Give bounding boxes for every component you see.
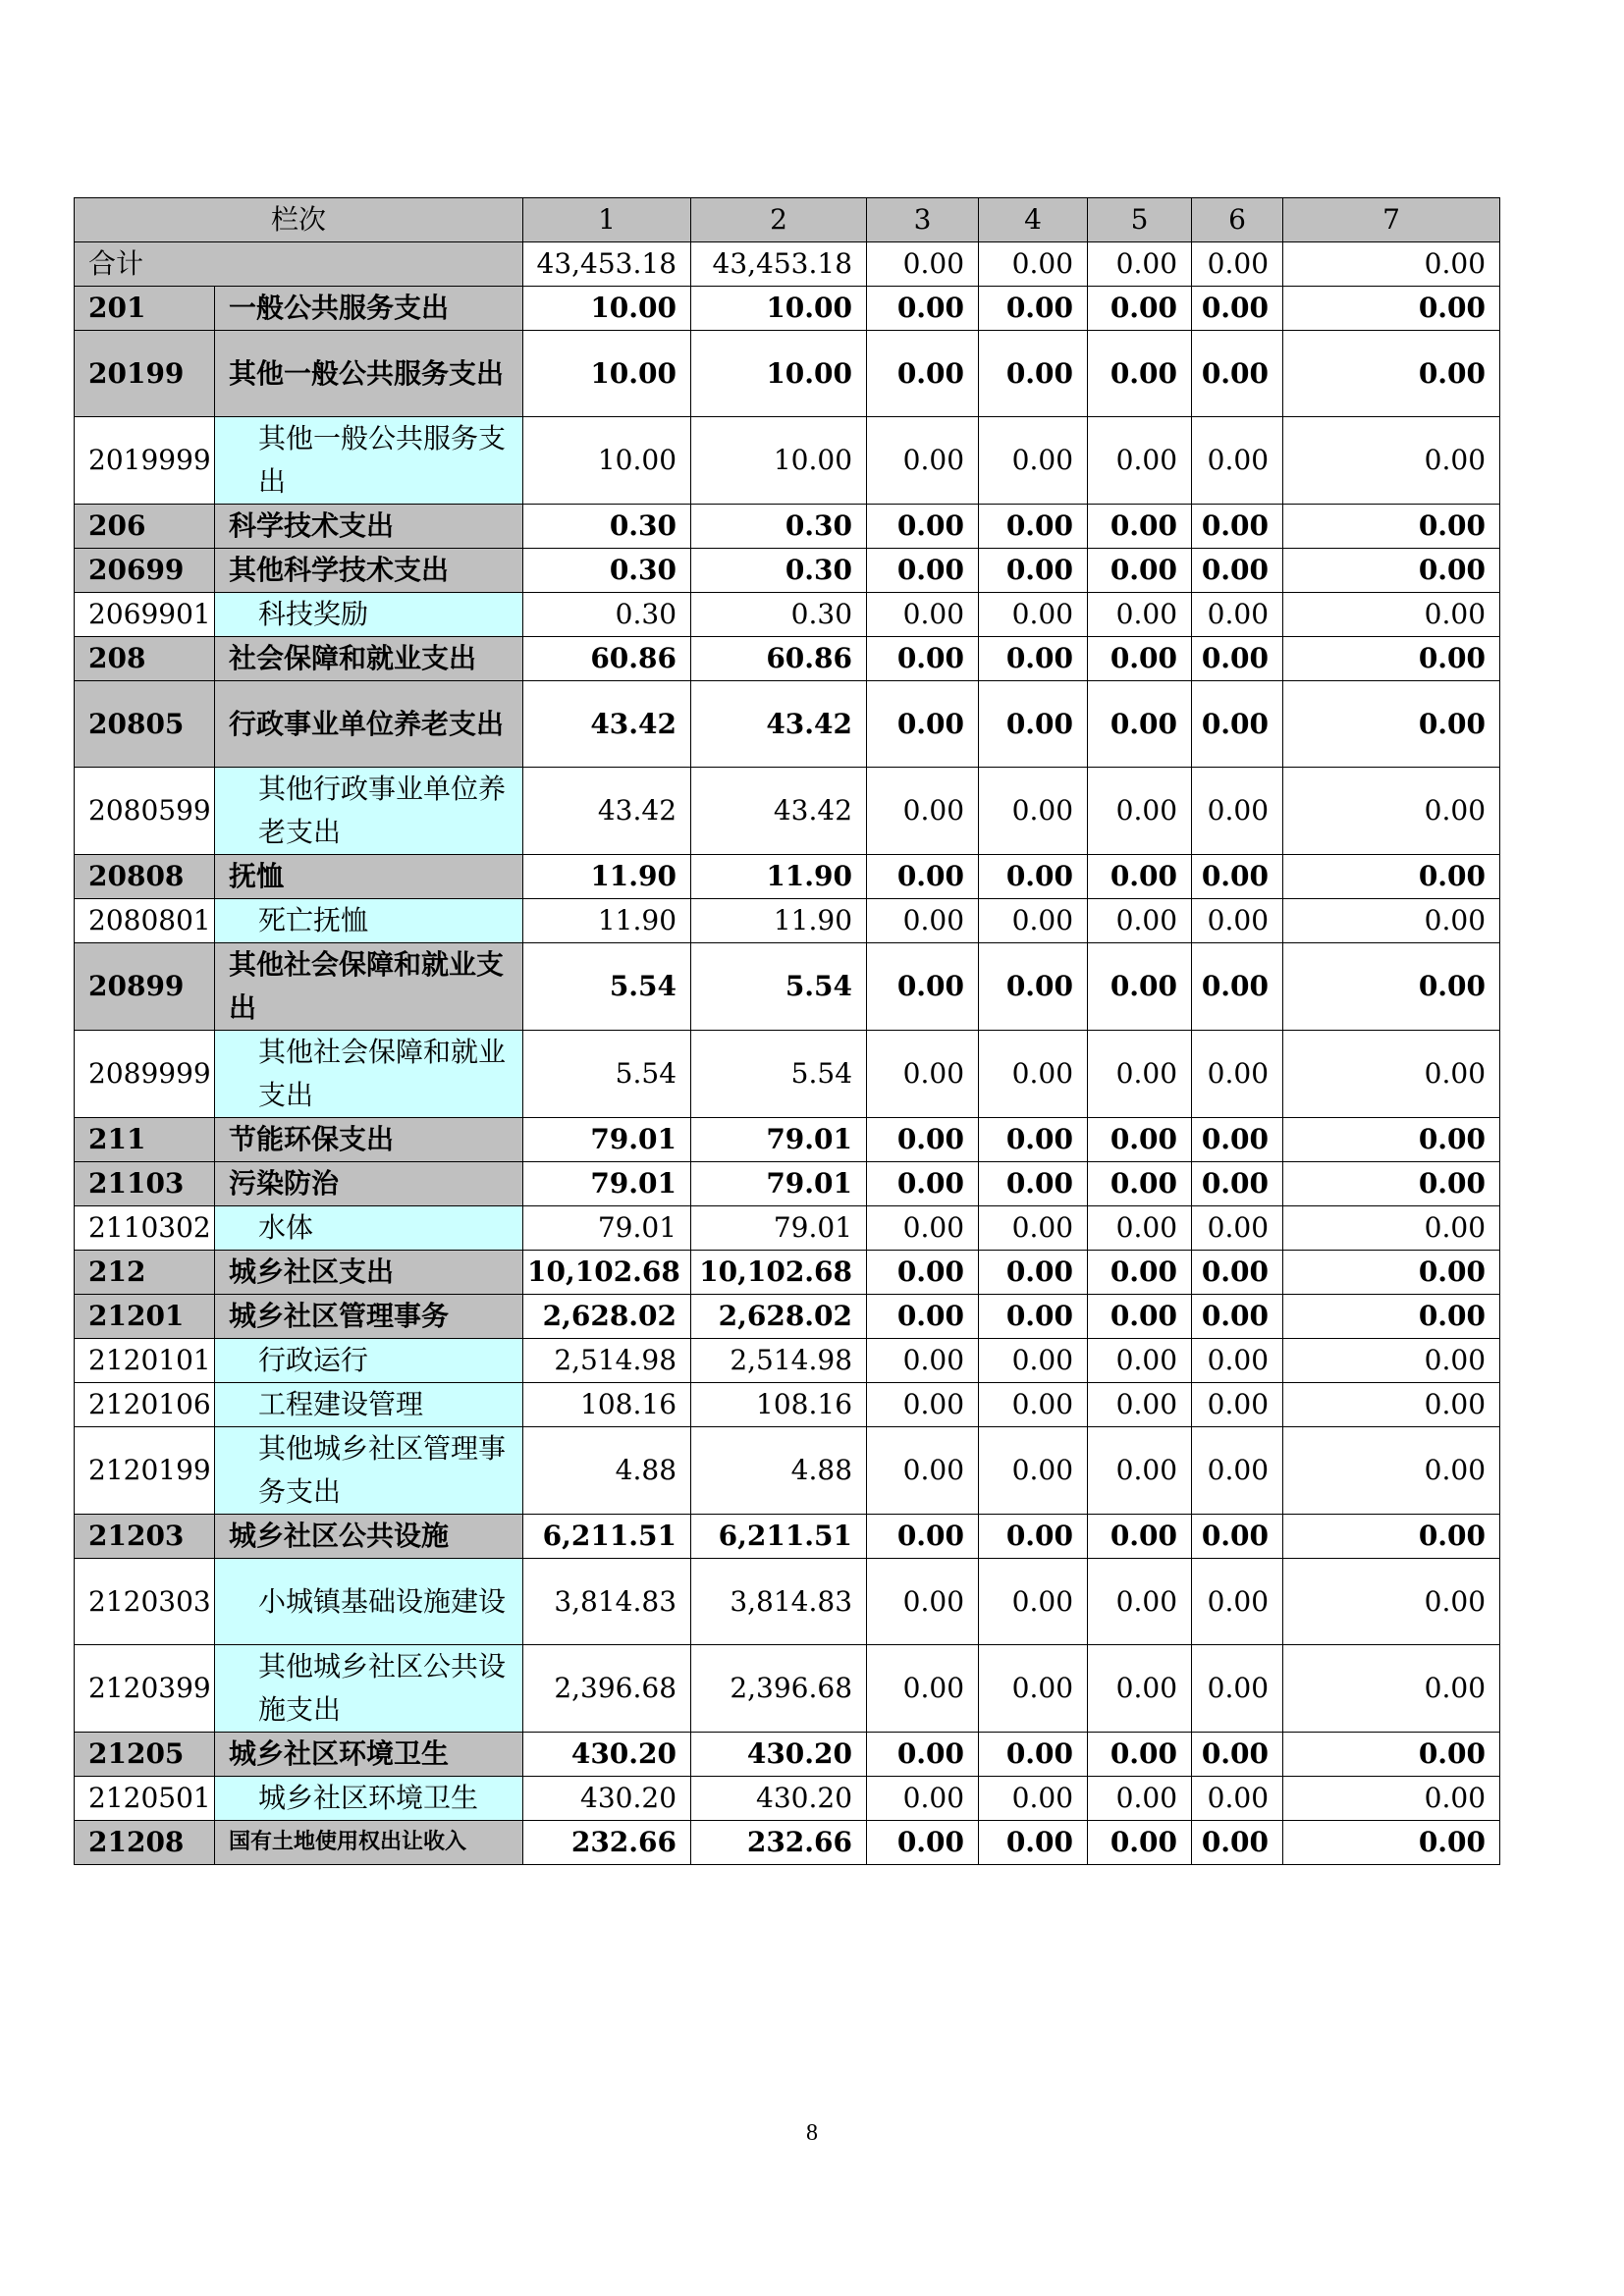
table-row [75,331,1500,417]
row-value-3: 0.00 [867,1515,979,1559]
row-value-5: 0.00 [1088,681,1192,768]
row-value-1: 6,211.51 [523,1515,691,1559]
row-value-4: 0.00 [979,1515,1088,1559]
table-row [75,637,1500,681]
row-value-3: 0.00 [867,1206,979,1251]
row-value-5: 0.00 [1088,549,1192,593]
row-code: 2080801 [75,899,215,943]
row-value-4: 0.00 [979,1118,1088,1162]
row-value-3: 0.00 [867,549,979,593]
total-value-2: 43,453.18 [691,242,867,287]
row-value-5: 0.00 [1088,943,1192,1031]
row-code: 2080599 [75,768,215,855]
table-row [75,1339,1500,1383]
row-value-5: 0.00 [1088,505,1192,549]
table-row [75,1383,1500,1427]
row-value-2: 79.01 [691,1162,867,1206]
row-value-2: 430.20 [691,1733,867,1777]
row-value-6: 0.00 [1192,943,1283,1031]
row-value-6: 0.00 [1192,1118,1283,1162]
row-value-3: 0.00 [867,1295,979,1339]
table-row [75,1251,1500,1295]
row-value-4: 0.00 [979,593,1088,637]
table-row [75,1206,1500,1251]
row-value-7: 0.00 [1283,549,1500,593]
row-value-2: 11.90 [691,855,867,899]
row-value-5: 0.00 [1088,331,1192,417]
row-value-3: 0.00 [867,1821,979,1865]
row-value-3: 0.00 [867,1733,979,1777]
row-code: 206 [75,505,215,549]
header-row [75,198,1500,242]
row-value-6: 0.00 [1192,1777,1283,1821]
row-value-2: 10.00 [691,417,867,505]
row-value-5: 0.00 [1088,1339,1192,1383]
row-value-2: 43.42 [691,768,867,855]
header-col-5: 5 [1088,198,1192,242]
row-code: 21208 [75,1821,215,1865]
row-value-5: 0.00 [1088,1733,1192,1777]
table-row [75,855,1500,899]
total-value-1: 43,453.18 [523,242,691,287]
row-value-4: 0.00 [979,549,1088,593]
row-code: 21205 [75,1733,215,1777]
row-name: 节能环保支出 [215,1118,523,1162]
row-value-4: 0.00 [979,1206,1088,1251]
row-code: 21203 [75,1515,215,1559]
row-value-4: 0.00 [979,855,1088,899]
row-value-6: 0.00 [1192,287,1283,331]
row-value-7: 0.00 [1283,1733,1500,1777]
row-code: 2110302 [75,1206,215,1251]
row-value-6: 0.00 [1192,1031,1283,1118]
row-value-7: 0.00 [1283,287,1500,331]
row-value-4: 0.00 [979,331,1088,417]
table-row [75,1162,1500,1206]
table-row [75,1559,1500,1645]
row-value-3: 0.00 [867,768,979,855]
row-code: 212 [75,1251,215,1295]
row-value-1: 60.86 [523,637,691,681]
row-value-1: 430.20 [523,1733,691,1777]
total-label: 合计 [75,242,523,287]
row-value-7: 0.00 [1283,1383,1500,1427]
row-value-5: 0.00 [1088,1427,1192,1515]
row-value-4: 0.00 [979,637,1088,681]
row-code: 211 [75,1118,215,1162]
row-value-7: 0.00 [1283,899,1500,943]
row-value-5: 0.00 [1088,1515,1192,1559]
row-code: 20808 [75,855,215,899]
row-value-2: 43.42 [691,681,867,768]
row-value-4: 0.00 [979,943,1088,1031]
row-value-4: 0.00 [979,1162,1088,1206]
row-name: 城乡社区环境卫生 [215,1777,523,1821]
row-value-7: 0.00 [1283,1339,1500,1383]
row-name: 其他一般公共服务支出 [215,417,523,505]
row-value-6: 0.00 [1192,417,1283,505]
row-value-6: 0.00 [1192,1383,1283,1427]
row-value-3: 0.00 [867,1118,979,1162]
row-value-3: 0.00 [867,1339,979,1383]
row-value-5: 0.00 [1088,593,1192,637]
row-value-7: 0.00 [1283,1777,1500,1821]
table-row [75,549,1500,593]
row-value-4: 0.00 [979,1031,1088,1118]
row-value-4: 0.00 [979,1383,1088,1427]
row-value-6: 0.00 [1192,637,1283,681]
row-value-7: 0.00 [1283,768,1500,855]
row-value-7: 0.00 [1283,1206,1500,1251]
row-value-7: 0.00 [1283,855,1500,899]
row-value-2: 0.30 [691,505,867,549]
header-col-1: 1 [523,198,691,242]
row-value-1: 0.30 [523,593,691,637]
row-value-5: 0.00 [1088,1295,1192,1339]
row-value-6: 0.00 [1192,1162,1283,1206]
row-value-3: 0.00 [867,855,979,899]
row-value-6: 0.00 [1192,1427,1283,1515]
row-code: 21103 [75,1162,215,1206]
row-value-6: 0.00 [1192,681,1283,768]
table-row [75,1515,1500,1559]
row-value-1: 2,628.02 [523,1295,691,1339]
total-value-5: 0.00 [1088,242,1192,287]
row-value-5: 0.00 [1088,768,1192,855]
row-name: 污染防治 [215,1162,523,1206]
row-value-1: 4.88 [523,1427,691,1515]
total-value-4: 0.00 [979,242,1088,287]
row-name: 水体 [215,1206,523,1251]
row-code: 20699 [75,549,215,593]
row-code: 2069901 [75,593,215,637]
row-value-7: 0.00 [1283,1031,1500,1118]
page-number: 8 [806,2120,818,2146]
row-value-3: 0.00 [867,1645,979,1733]
row-value-2: 2,514.98 [691,1339,867,1383]
row-value-2: 108.16 [691,1383,867,1427]
row-code: 201 [75,287,215,331]
row-code: 2120303 [75,1559,215,1645]
row-name: 科技奖励 [215,593,523,637]
row-value-2: 5.54 [691,943,867,1031]
total-value-7: 0.00 [1283,242,1500,287]
row-value-7: 0.00 [1283,417,1500,505]
row-value-1: 11.90 [523,855,691,899]
row-code: 2120399 [75,1645,215,1733]
row-value-2: 0.30 [691,549,867,593]
row-value-2: 6,211.51 [691,1515,867,1559]
row-value-2: 11.90 [691,899,867,943]
row-name: 其他社会保障和就业支出 [215,1031,523,1118]
row-name: 其他城乡社区公共设施支出 [215,1645,523,1733]
row-name: 工程建设管理 [215,1383,523,1427]
row-value-7: 0.00 [1283,681,1500,768]
row-value-1: 0.30 [523,505,691,549]
row-value-2: 4.88 [691,1427,867,1515]
row-value-7: 0.00 [1283,1251,1500,1295]
row-value-4: 0.00 [979,681,1088,768]
row-value-1: 10,102.68 [523,1251,691,1295]
row-value-3: 0.00 [867,681,979,768]
row-value-3: 0.00 [867,899,979,943]
table-row [75,943,1500,1031]
row-value-7: 0.00 [1283,505,1500,549]
table-row [75,1645,1500,1733]
row-value-3: 0.00 [867,593,979,637]
row-value-5: 0.00 [1088,287,1192,331]
row-value-1: 0.30 [523,549,691,593]
row-value-4: 0.00 [979,899,1088,943]
table-row [75,768,1500,855]
table-row [75,287,1500,331]
row-value-1: 108.16 [523,1383,691,1427]
row-code: 21201 [75,1295,215,1339]
row-name: 其他行政事业单位养老支出 [215,768,523,855]
row-value-2: 5.54 [691,1031,867,1118]
row-name: 城乡社区公共设施 [215,1515,523,1559]
row-value-6: 0.00 [1192,1295,1283,1339]
row-value-1: 43.42 [523,768,691,855]
row-value-3: 0.00 [867,1031,979,1118]
table-row [75,1821,1500,1865]
table-row [75,1777,1500,1821]
row-value-7: 0.00 [1283,1427,1500,1515]
row-value-1: 10.00 [523,287,691,331]
header-col-4: 4 [979,198,1088,242]
row-value-5: 0.00 [1088,417,1192,505]
row-value-1: 10.00 [523,331,691,417]
row-value-3: 0.00 [867,943,979,1031]
row-value-6: 0.00 [1192,1206,1283,1251]
row-code: 20199 [75,331,215,417]
row-value-4: 0.00 [979,287,1088,331]
row-value-3: 0.00 [867,1427,979,1515]
row-value-6: 0.00 [1192,1251,1283,1295]
table-row [75,1118,1500,1162]
row-name: 其他一般公共服务支出 [215,331,523,417]
row-value-2: 79.01 [691,1206,867,1251]
row-value-6: 0.00 [1192,1733,1283,1777]
header-col-7: 7 [1283,198,1500,242]
row-name: 死亡抚恤 [215,899,523,943]
row-value-6: 0.00 [1192,505,1283,549]
row-name: 小城镇基础设施建设 [215,1559,523,1645]
budget-table [74,197,1500,1865]
row-value-3: 0.00 [867,417,979,505]
row-value-5: 0.00 [1088,1251,1192,1295]
table-row [75,417,1500,505]
row-name: 科学技术支出 [215,505,523,549]
row-name: 其他科学技术支出 [215,549,523,593]
row-value-6: 0.00 [1192,899,1283,943]
row-name: 一般公共服务支出 [215,287,523,331]
row-value-4: 0.00 [979,1251,1088,1295]
row-value-5: 0.00 [1088,899,1192,943]
row-value-2: 0.30 [691,593,867,637]
row-value-6: 0.00 [1192,1559,1283,1645]
table-row [75,1427,1500,1515]
row-value-3: 0.00 [867,331,979,417]
row-value-4: 0.00 [979,417,1088,505]
row-value-7: 0.00 [1283,943,1500,1031]
row-value-4: 0.00 [979,1821,1088,1865]
row-value-6: 0.00 [1192,855,1283,899]
table-row [75,681,1500,768]
row-value-6: 0.00 [1192,549,1283,593]
total-value-3: 0.00 [867,242,979,287]
row-code: 2120106 [75,1383,215,1427]
row-value-1: 79.01 [523,1162,691,1206]
row-value-4: 0.00 [979,1295,1088,1339]
row-value-4: 0.00 [979,1733,1088,1777]
row-value-1: 232.66 [523,1821,691,1865]
row-value-1: 5.54 [523,943,691,1031]
table-row [75,1295,1500,1339]
total-value-6: 0.00 [1192,242,1283,287]
row-value-7: 0.00 [1283,593,1500,637]
table-row [75,593,1500,637]
row-code: 2019999 [75,417,215,505]
row-value-7: 0.00 [1283,1645,1500,1733]
row-name: 其他社会保障和就业支出 [215,943,523,1031]
header-col-6: 6 [1192,198,1283,242]
row-value-1: 430.20 [523,1777,691,1821]
row-name: 城乡社区管理事务 [215,1295,523,1339]
row-value-1: 11.90 [523,899,691,943]
row-value-4: 0.00 [979,505,1088,549]
row-value-7: 0.00 [1283,1295,1500,1339]
row-value-7: 0.00 [1283,331,1500,417]
row-name: 其他城乡社区管理事务支出 [215,1427,523,1515]
table-row [75,1733,1500,1777]
row-value-3: 0.00 [867,505,979,549]
row-value-5: 0.00 [1088,1821,1192,1865]
row-value-2: 79.01 [691,1118,867,1162]
row-name: 城乡社区支出 [215,1251,523,1295]
row-value-1: 79.01 [523,1118,691,1162]
header-label: 栏次 [75,198,523,242]
row-value-7: 0.00 [1283,1118,1500,1162]
row-value-5: 0.00 [1088,1162,1192,1206]
table-row [75,505,1500,549]
row-code: 208 [75,637,215,681]
row-value-6: 0.00 [1192,1645,1283,1733]
row-value-1: 43.42 [523,681,691,768]
row-value-4: 0.00 [979,1427,1088,1515]
row-value-6: 0.00 [1192,593,1283,637]
row-name: 城乡社区环境卫生 [215,1733,523,1777]
row-code: 20805 [75,681,215,768]
row-value-1: 5.54 [523,1031,691,1118]
row-value-2: 2,628.02 [691,1295,867,1339]
row-code: 20899 [75,943,215,1031]
table-row [75,1031,1500,1118]
row-value-6: 0.00 [1192,1821,1283,1865]
row-value-5: 0.00 [1088,855,1192,899]
row-value-5: 0.00 [1088,1118,1192,1162]
row-value-5: 0.00 [1088,1645,1192,1733]
row-value-5: 0.00 [1088,1383,1192,1427]
row-name: 社会保障和就业支出 [215,637,523,681]
row-value-2: 2,396.68 [691,1645,867,1733]
row-value-3: 0.00 [867,287,979,331]
row-code: 2120501 [75,1777,215,1821]
row-value-2: 10.00 [691,331,867,417]
table-row [75,899,1500,943]
row-name: 抚恤 [215,855,523,899]
row-value-2: 232.66 [691,1821,867,1865]
row-value-4: 0.00 [979,1339,1088,1383]
row-value-3: 0.00 [867,1162,979,1206]
row-value-7: 0.00 [1283,1162,1500,1206]
row-value-4: 0.00 [979,1559,1088,1645]
row-value-2: 10.00 [691,287,867,331]
row-value-1: 3,814.83 [523,1559,691,1645]
row-value-2: 430.20 [691,1777,867,1821]
row-value-6: 0.00 [1192,331,1283,417]
row-value-3: 0.00 [867,1383,979,1427]
row-value-4: 0.00 [979,768,1088,855]
row-value-3: 0.00 [867,1251,979,1295]
header-col-3: 3 [867,198,979,242]
row-value-5: 0.00 [1088,1206,1192,1251]
header-col-2: 2 [691,198,867,242]
row-value-1: 2,514.98 [523,1339,691,1383]
row-value-1: 10.00 [523,417,691,505]
row-value-6: 0.00 [1192,1339,1283,1383]
row-value-2: 3,814.83 [691,1559,867,1645]
row-value-3: 0.00 [867,1777,979,1821]
row-code: 2120101 [75,1339,215,1383]
row-value-7: 0.00 [1283,1515,1500,1559]
row-value-2: 60.86 [691,637,867,681]
row-value-1: 2,396.68 [523,1645,691,1733]
row-value-5: 0.00 [1088,1031,1192,1118]
row-value-1: 79.01 [523,1206,691,1251]
row-name: 行政事业单位养老支出 [215,681,523,768]
row-value-3: 0.00 [867,637,979,681]
row-value-7: 0.00 [1283,1821,1500,1865]
row-value-2: 10,102.68 [691,1251,867,1295]
row-value-3: 0.00 [867,1559,979,1645]
row-value-6: 0.00 [1192,768,1283,855]
row-value-5: 0.00 [1088,1777,1192,1821]
row-value-6: 0.00 [1192,1515,1283,1559]
row-value-7: 0.00 [1283,1559,1500,1645]
row-value-4: 0.00 [979,1777,1088,1821]
row-value-5: 0.00 [1088,1559,1192,1645]
row-name: 国有土地使用权出让收入 [215,1821,523,1865]
row-name: 行政运行 [215,1339,523,1383]
total-row [75,242,1500,287]
row-value-7: 0.00 [1283,637,1500,681]
row-value-4: 0.00 [979,1645,1088,1733]
row-value-5: 0.00 [1088,637,1192,681]
row-code: 2120199 [75,1427,215,1515]
row-code: 2089999 [75,1031,215,1118]
